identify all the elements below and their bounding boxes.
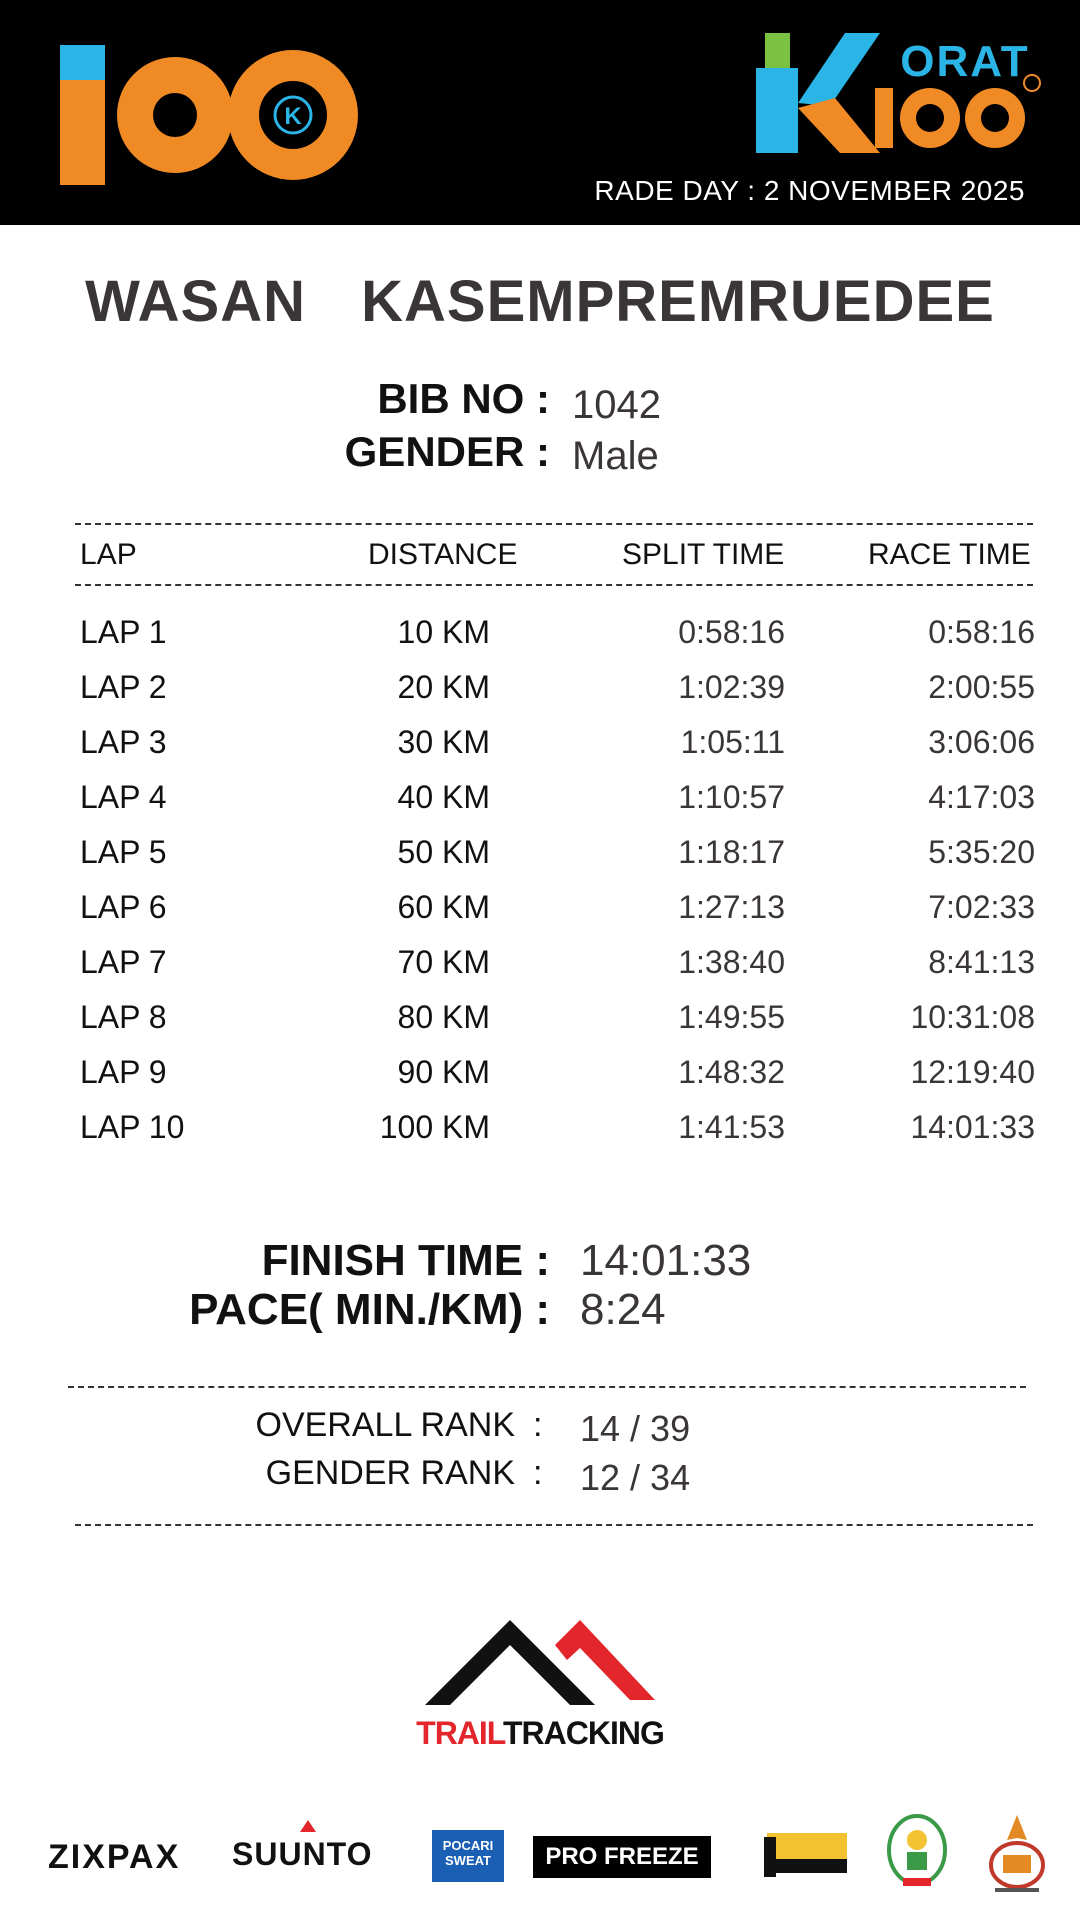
distance-cell: 100 KM — [379, 1109, 490, 1145]
table-row — [0, 669, 1080, 724]
svg-text:ORAT: ORAT — [900, 37, 1030, 86]
col-header-lap: LAP — [80, 538, 137, 571]
lap-cell: LAP 1 — [80, 614, 167, 650]
overall-rank-colon: : — [533, 1406, 543, 1444]
tracking-text: TRACKING — [502, 1715, 664, 1751]
table-row — [0, 779, 1080, 834]
table-header-divider — [75, 584, 1033, 586]
rank-top-divider — [68, 1386, 1026, 1388]
split-cell: 1:10:57 — [678, 779, 785, 815]
race-time-cell: 2:00:55 — [928, 669, 1035, 705]
table-row — [0, 724, 1080, 779]
race-time-cell: 3:06:06 — [928, 724, 1035, 760]
suunto-logo: SUUNTO — [232, 1836, 373, 1872]
race-time-cell: 4:17:03 — [928, 779, 1035, 815]
distance-cell: 90 KM — [397, 1054, 490, 1090]
lap-cell: LAP 6 — [80, 889, 167, 925]
header-banner — [0, 0, 1080, 225]
table-row — [0, 834, 1080, 889]
gender-rank-value: 12 / 34 — [580, 1457, 691, 1498]
distance-cell: 20 KM — [397, 669, 490, 705]
logo-100 — [60, 40, 370, 190]
lap-cell: LAP 9 — [80, 1054, 167, 1090]
emblem-icon — [885, 1810, 949, 1890]
distance-cell: 70 KM — [397, 944, 490, 980]
gender-value: Male — [572, 434, 659, 478]
distance-cell: 50 KM — [397, 834, 490, 870]
distance-cell: 60 KM — [397, 889, 490, 925]
korat-100-logo — [750, 28, 1050, 158]
race-time-cell: 5:35:20 — [928, 834, 1035, 870]
pro-freeze-logo: PRO FREEZE — [533, 1836, 711, 1878]
distance-cell: 40 KM — [397, 779, 490, 815]
emblem-icon — [985, 1810, 1049, 1895]
lap-cell: LAP 5 — [80, 834, 167, 870]
table-row — [0, 614, 1080, 669]
race-time-cell: 10:31:08 — [910, 999, 1035, 1035]
zixpax-logo: ZIXPAX — [48, 1838, 181, 1876]
split-cell: 1:49:55 — [678, 999, 785, 1035]
lap-cell: LAP 10 — [80, 1109, 185, 1145]
gender-rank-label: GENDER RANK — [265, 1454, 515, 1492]
split-cell: 1:02:39 — [678, 669, 785, 705]
bib-value: 1042 — [572, 383, 661, 427]
split-cell: 1:48:32 — [678, 1054, 785, 1090]
col-header-split-time: SPLIT TIME — [622, 538, 785, 571]
gender-rank-colon: : — [533, 1454, 543, 1492]
pace-value: 8:24 — [580, 1285, 666, 1334]
race-time-cell: 8:41:13 — [928, 944, 1035, 980]
col-header-distance: DISTANCE — [368, 538, 518, 571]
rank-bottom-divider — [75, 1524, 1033, 1526]
split-cell: 1:41:53 — [678, 1109, 785, 1145]
lap-cell: LAP 7 — [80, 944, 167, 980]
suunto-triangle-icon — [300, 1820, 316, 1832]
table-row — [0, 944, 1080, 999]
table-row — [0, 1054, 1080, 1109]
race-time-cell: 12:19:40 — [910, 1054, 1035, 1090]
bib-label: BIB NO : — [377, 375, 550, 422]
lap-cell: LAP 4 — [80, 779, 167, 815]
overall-rank-label: OVERALL RANK — [255, 1406, 515, 1444]
lap-cell: LAP 3 — [80, 724, 167, 760]
race-time-cell: 14:01:33 — [910, 1109, 1035, 1145]
split-cell: 1:38:40 — [678, 944, 785, 980]
trail-text: TRAIL — [416, 1715, 503, 1751]
col-header-race-time: RACE TIME — [868, 538, 1031, 571]
split-cell: 1:27:13 — [678, 889, 785, 925]
race-time-cell: 7:02:33 — [928, 889, 1035, 925]
split-cell: 1:18:17 — [678, 834, 785, 870]
trailtracking-wordmark — [405, 1715, 675, 1752]
split-cell: 0:58:16 — [678, 614, 785, 650]
runner-name: WASAN KASEMPREMRUEDEE — [85, 269, 995, 334]
distance-cell: 30 KM — [397, 724, 490, 760]
race-time-cell: 0:58:16 — [928, 614, 1035, 650]
distance-cell: 10 KM — [397, 614, 490, 650]
race-day-label: RADE DAY : 2 NOVEMBER 2025 — [594, 175, 1025, 206]
pace-label: PACE( MIN./KM) : — [189, 1285, 550, 1334]
pocari-sweat-logo: POCARI SWEAT — [432, 1830, 504, 1882]
table-top-divider — [75, 523, 1033, 525]
lap-cell: LAP 8 — [80, 999, 167, 1035]
finish-time-value: 14:01:33 — [580, 1236, 752, 1285]
table-row — [0, 999, 1080, 1054]
table-row — [0, 1109, 1080, 1164]
lap-cell: LAP 2 — [80, 669, 167, 705]
table-row — [0, 889, 1080, 944]
gender-label: GENDER : — [344, 428, 550, 475]
svg-text:K: K — [284, 103, 302, 130]
overall-rank-value: 14 / 39 — [580, 1408, 691, 1449]
split-cell: 1:05:11 — [680, 724, 785, 760]
finish-time-label: FINISH TIME : — [261, 1236, 550, 1285]
distance-cell: 80 KM — [397, 999, 490, 1035]
nakhon-logo — [762, 1825, 852, 1883]
